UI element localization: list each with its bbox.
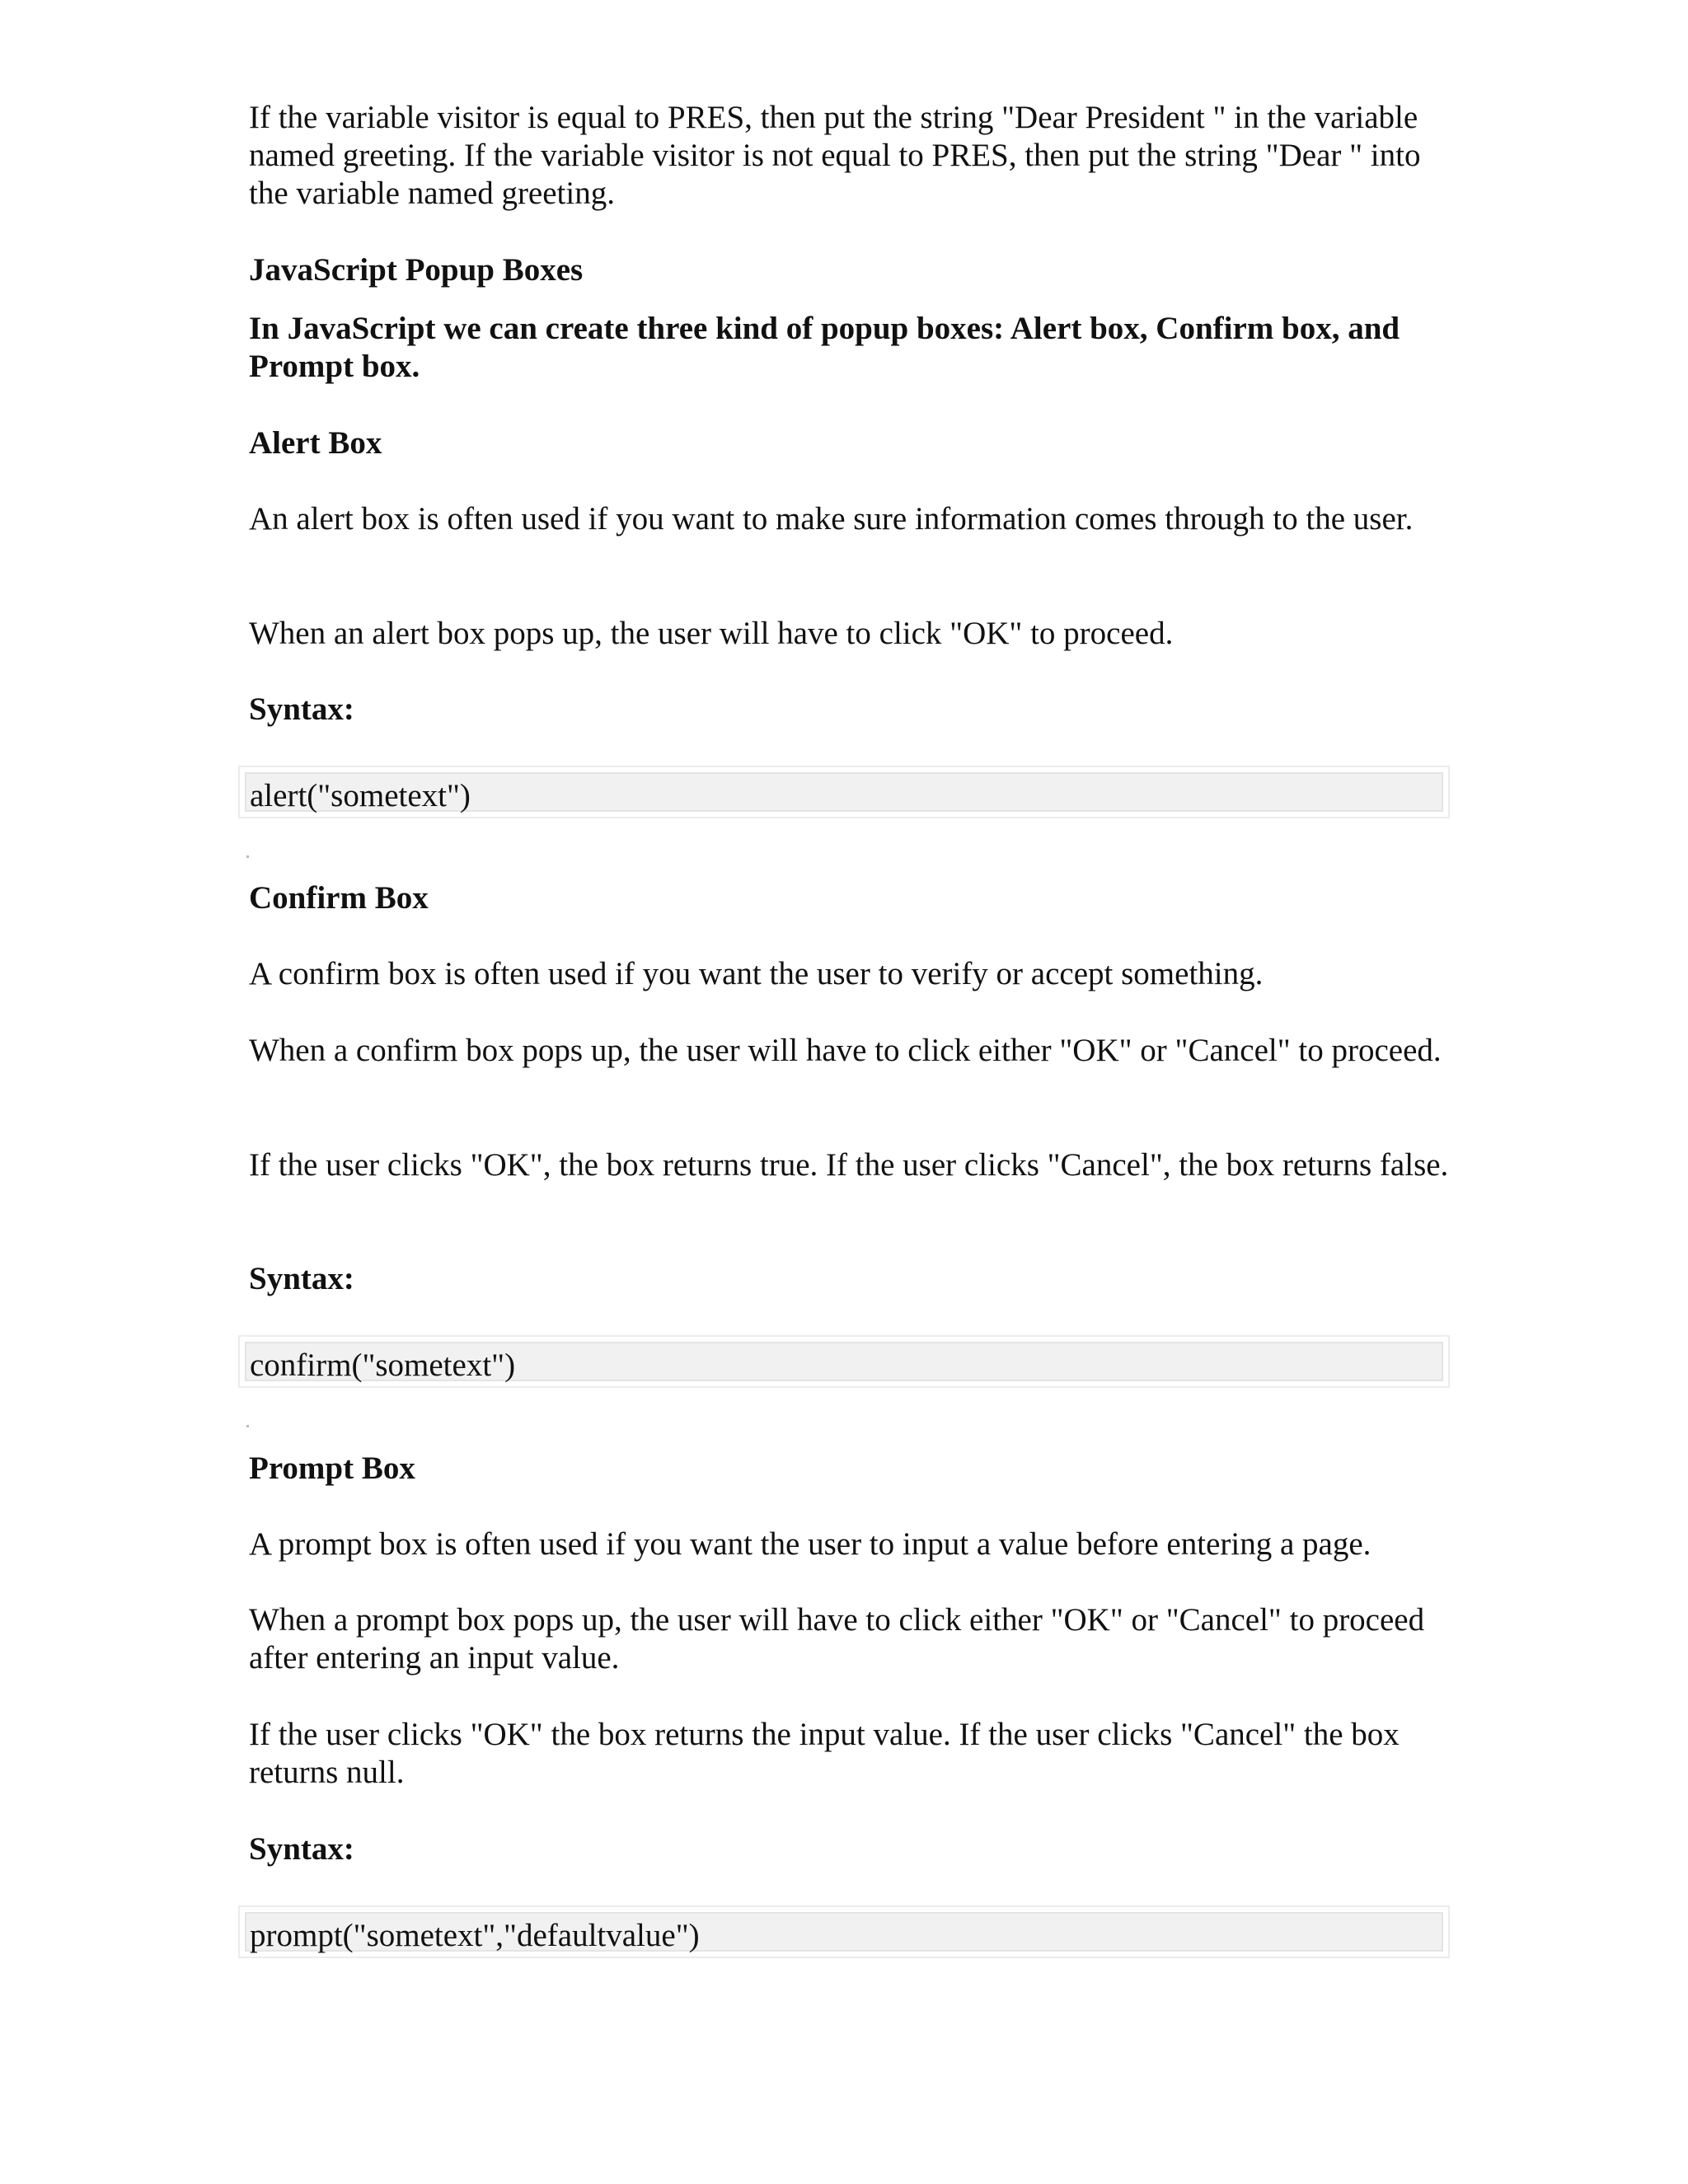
separator-dot: [246, 1425, 249, 1427]
intro-paragraph: If the variable visitor is equal to PRES, then put the string "Dear President " in the variable named greeting. If the variable visitor is not equal to PRES, then put the string "Dear " into the variable named greeting.: [249, 100, 1421, 211]
alert-code-text: alert("sometext"): [250, 778, 471, 813]
prompt-code-block: [238, 1905, 1450, 1958]
confirm-box-heading: Confirm Box: [249, 880, 429, 916]
alert-box-heading: Alert Box: [249, 425, 382, 461]
prompt-box-heading: Prompt Box: [249, 1451, 415, 1486]
prompt-code-area: [245, 1912, 1443, 1952]
confirm-code-area: [245, 1342, 1443, 1381]
confirm-box-behavior: When a confirm box pops up, the user will have to click either "OK" or "Cancel" to proceed.: [249, 1033, 1442, 1068]
confirm-box-description: A confirm box is often used if you want the user to verify or accept something.: [249, 956, 1264, 991]
confirm-syntax-label: Syntax:: [249, 1261, 354, 1296]
prompt-box-description: A prompt box is often used if you want the user to input a value before entering a page.: [249, 1526, 1372, 1562]
popup-boxes-summary: In JavaScript we can create three kind of popup boxes: Alert box, Confirm box, and Prompt box.: [249, 311, 1400, 384]
prompt-box-return: If the user clicks "OK" the box returns the input value. If the user clicks "Cancel" the box returns null.: [249, 1717, 1400, 1790]
confirm-code-text: confirm("sometext"): [250, 1347, 516, 1383]
alert-syntax-label: Syntax:: [249, 691, 354, 727]
separator-dot: [246, 855, 249, 858]
confirm-box-return: If the user clicks "OK", the box returns true. If the user clicks "Cancel", the box returns false.: [249, 1147, 1449, 1183]
alert-code-area: [245, 772, 1443, 812]
alert-box-description: An alert box is often used if you want to make sure information comes through to the user.: [249, 501, 1414, 537]
confirm-code-block: [238, 1335, 1450, 1388]
alert-code-block: [238, 766, 1450, 818]
popup-boxes-heading: JavaScript Popup Boxes: [249, 252, 584, 288]
prompt-syntax-label: Syntax:: [249, 1831, 354, 1867]
alert-box-behavior: When an alert box pops up, the user will have to click "OK" to proceed.: [249, 616, 1174, 651]
prompt-box-behavior: When a prompt box pops up, the user will have to click either "OK" or "Cancel" to proceed after entering an input value.: [249, 1602, 1425, 1675]
prompt-code-text: prompt("sometext","defaultvalue"): [250, 1918, 700, 1953]
